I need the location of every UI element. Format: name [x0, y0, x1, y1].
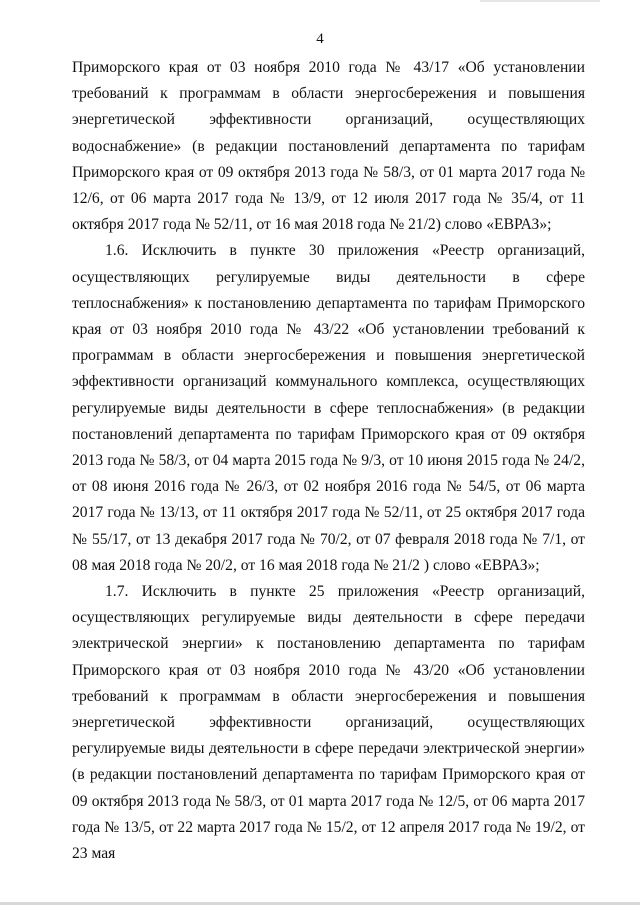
paragraph-item-1-7: 1.7. Исключить в пункте 25 приложения «Реестр организаций, осуществляющих регулируемые виды деятельности в сфере передачи электрической энергии» к постановлению департамента по тарифам Приморского края от 03 ноября 2010 года № 43/20 «Об установлении требований к программам в области энергосбережения и повышения энергетической эффективности организаций, осуществляющих регулируемые виды деятельности в сфере передачи электрической энергии» (в редакции постановлений департамента по тарифам Приморского края от 09 октября 2013 года № 58/3, от 01 марта 2017 года № 12/5, от 06 марта 2017 года № 13/5, от 22 марта 2017 года № 15/2, от 12 апреля 2017 года № 19/2, от 23 мая [72, 583, 585, 863]
paragraph-continuation: Приморского края от 03 ноября 2010 года № 43/17 «Об установлении требований к программам в области энергосбережения и повышения энергетической эффективности организаций, осуществляющих водоснабжение» (в редакции постановлений департамента по тарифам Приморского края от 09 октября 2013 года № 58/3, от 01 марта 2017 года № 12/6, от 06 марта 2017 года № 13/9, от 12 июля 2017 года № 35/4, от 11 октября 2017 года № 52/11, от 16 мая 2018 года № 21/2) слово «ЕВРАЗ»; [72, 59, 585, 234]
document-body [72, 55, 585, 867]
page-number: 4 [316, 31, 324, 47]
paragraph-item-1-6: 1.6. Исключить в пункте 30 приложения «Реестр организаций, осуществляющих регулируемые виды деятельности в сфере теплоснабжения» к постановлению департамента по тарифам Приморского края от 03 ноября 2010 года № 43/22 «Об установлении требований к программам в области энергосбережения и повышения энергетической эффективности организаций коммунального комплекса, осуществляющих регулируемые виды деятельности в сфере теплоснабжения» (в редакции постановлений департамента по тарифам Приморского края от 09 октября 2013 года № 58/3, от 04 марта 2015 года № 9/3, от 10 июня 2015 года № 24/2, от 08 июня 2016 года № 26/3, от 02 ноября 2016 года № 54/5, от 06 марта 2017 года № 13/13, от 11 октября 2017 года № 52/11, от 25 октября 2017 года № 55/17, от 13 декабря 2017 года № 70/2, от 07 февраля 2018 года № 7/1, от 08 мая 2018 года № 20/2, от 16 мая 2018 года № 21/2 ) слово «ЕВРАЗ»; [72, 242, 585, 574]
scan-artifact-top [480, 0, 600, 2]
